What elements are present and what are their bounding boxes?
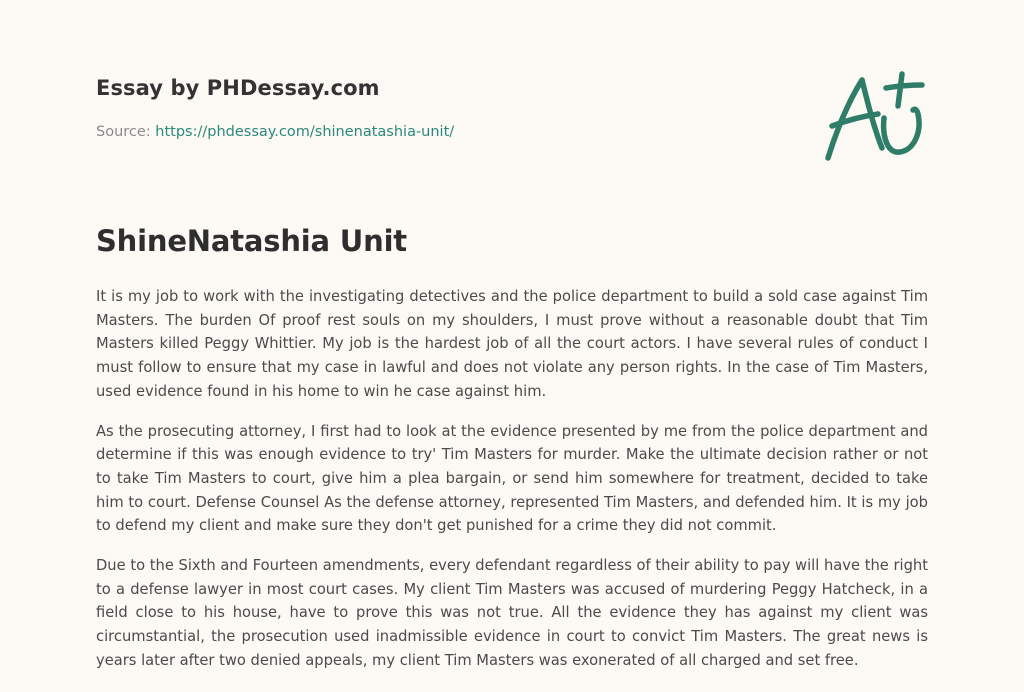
source-link[interactable]: https://phdessay.com/shinenatashia-unit/ bbox=[155, 124, 455, 140]
site-header-title: Essay by PHDessay.com bbox=[96, 76, 380, 100]
essay-body bbox=[96, 285, 928, 689]
source-label: Source: bbox=[96, 124, 151, 140]
essay-paragraph: As the prosecuting attorney, I first had to look at the evidence presented by me from the police department and determine if this was enough evidence to try' Tim Masters for murder. Make the ultimate decision rather or not to take Tim Masters to court, give him a plea bargain, or send him somewhere for treatment, decided to take him to court. Defense Counsel As the defense attorney, represented Tim Masters, and defended him. It is my job to defend my client and make sure they don't get punished for a crime they did not commit. bbox=[96, 422, 928, 535]
essay-paragraph: It is my job to work with the investigating detectives and the police department to build a sold case against Tim Masters. The burden Of proof rest souls on my shoulders, I must prove without a reasonable doubt that Tim Masters killed Peggy Whittier. My job is the hardest job of all the court actors. I have several rules of conduct I must follow to ensure that my case in lawful and does not violate any person rights. In the case of Tim Masters, used evidence found in his home to win he case against him. bbox=[96, 288, 928, 400]
essay-paragraph: Due to the Sixth and Fourteen amendments, every defendant regardless of their ability to pay will have the right to a defense lawyer in most court cases. My client Tim Masters was accused of murdering Peggy Hatcheck, in a field close to his house, have to prove this was not true. All the evidence they has against my client was circumstantial, the prosecution used inadmissible evidence in court to convict Tim Masters. The great news is years later after two denied appeals, my client Tim Masters was exonerated of all charged and set free. bbox=[96, 557, 928, 669]
a-plus-grade-icon bbox=[818, 66, 930, 168]
source-line bbox=[96, 124, 454, 140]
essay-title: ShineNatashia Unit bbox=[96, 224, 407, 258]
